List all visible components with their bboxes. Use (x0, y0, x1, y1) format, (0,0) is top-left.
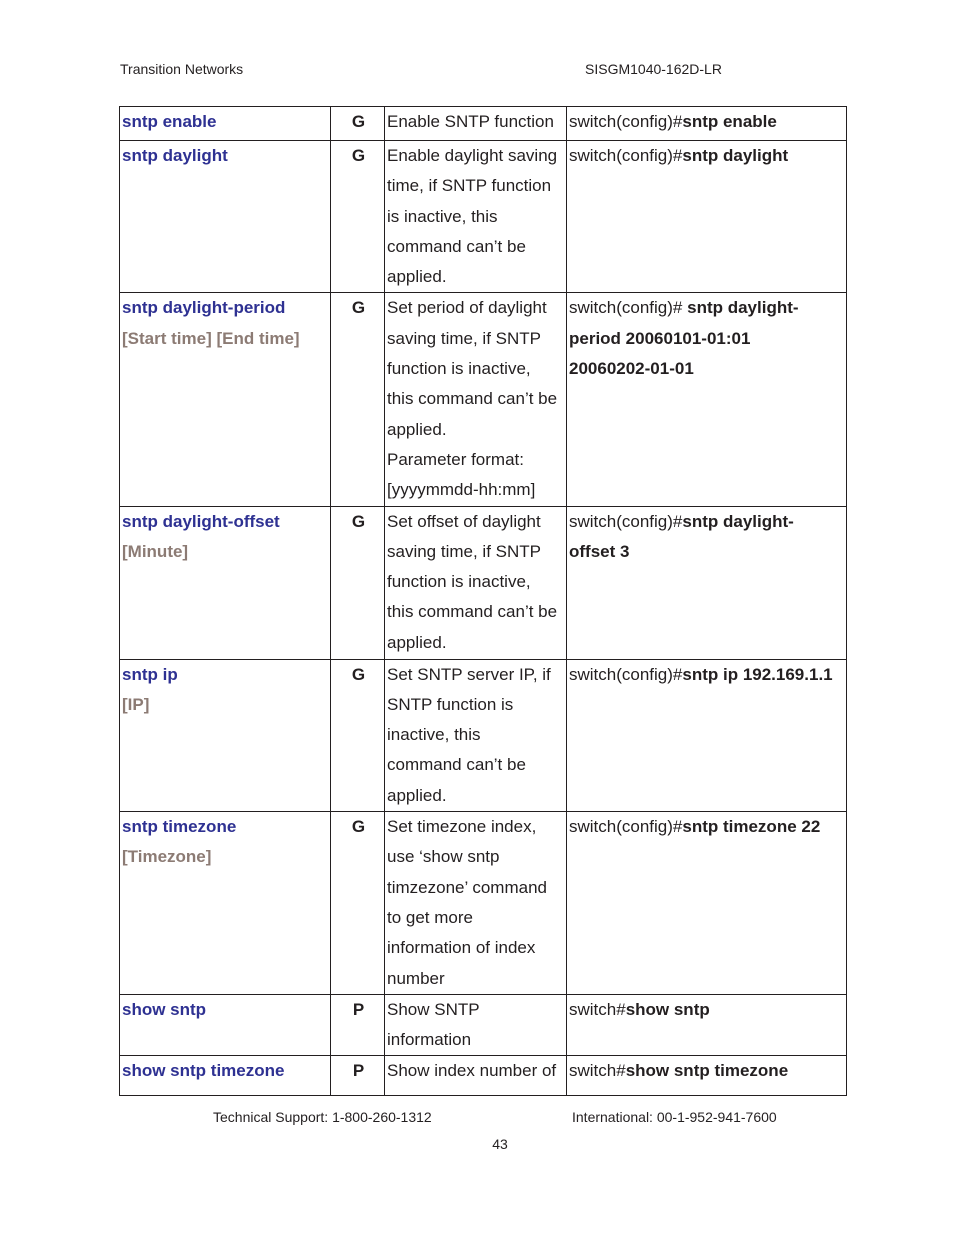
description-line: function is inactive, (387, 572, 531, 592)
command-name: show sntp (122, 999, 207, 1019)
description-line: saving time, if SNTP (387, 328, 541, 348)
table-row (120, 659, 847, 811)
command-cell (120, 506, 331, 659)
example-command: show sntp timezone (625, 1061, 789, 1081)
mode-cell: P (331, 1056, 385, 1096)
description-line: Parameter format: (387, 449, 524, 469)
example-cell (567, 994, 847, 1056)
example-prompt: switch# (569, 999, 626, 1019)
description-line: Show index number of (387, 1061, 557, 1081)
description-line: inactive, this (387, 725, 481, 745)
mode-cell: G (331, 659, 385, 811)
example-command: show sntp (625, 999, 710, 1019)
example-prompt: switch(config)# (569, 112, 683, 131)
command-parameter: [Timezone] (122, 847, 212, 867)
command-name: sntp ip (122, 664, 178, 684)
description-cell (385, 506, 567, 659)
table-row (120, 141, 847, 293)
page-number: 43 (492, 1136, 508, 1152)
example-command-line: offset 3 (569, 541, 630, 561)
example-prompt: switch# (569, 1061, 626, 1081)
footer-support: Technical Support: 1-800-260-1312 (213, 1109, 432, 1125)
command-cell (120, 812, 331, 995)
command-cell (120, 1056, 331, 1096)
table-row (120, 506, 847, 659)
description-line: saving time, if SNTP (387, 541, 541, 561)
description-line: applied. (387, 632, 447, 652)
example-prompt: switch(config)# (569, 817, 683, 837)
description-line: Set offset of daylight (387, 511, 541, 531)
description-line: Set SNTP server IP, if (387, 664, 551, 684)
description-line: information of index (387, 938, 536, 958)
table-row (120, 293, 847, 506)
description-cell (385, 141, 567, 293)
description-cell (385, 1056, 567, 1096)
description-line: number (387, 968, 445, 988)
table-row (120, 812, 847, 995)
mode-cell: P (331, 994, 385, 1056)
description-cell (385, 994, 567, 1056)
description-cell (385, 107, 567, 141)
example-command-line: 20060202-01-01 (569, 359, 694, 379)
command-table-body (120, 107, 847, 1096)
command-parameter: [Minute] (122, 541, 189, 561)
footer-international: International: 00-1-952-941-7600 (572, 1109, 777, 1125)
mode-cell: G (331, 107, 385, 141)
description-line: Set period of daylight (387, 298, 547, 318)
command-name: sntp daylight (122, 146, 228, 165)
mode-cell: G (331, 293, 385, 506)
example-prompt: switch(config)# (569, 664, 683, 684)
description-line: command can’t be (387, 755, 526, 775)
description-cell (385, 293, 567, 506)
command-name: sntp daylight-period (122, 298, 286, 318)
command-cell (120, 994, 331, 1056)
command-cell (120, 107, 331, 141)
command-cell (120, 293, 331, 506)
description-cell (385, 812, 567, 995)
example-command: sntp timezone 22 (682, 817, 821, 837)
command-name: sntp daylight-offset (122, 511, 280, 531)
command-cell (120, 141, 331, 293)
example-command-line: sntp daylight- (682, 511, 794, 531)
description-line: this command can’t be (387, 602, 558, 622)
description-line: SNTP function is (387, 694, 514, 714)
description-line: applied. (387, 267, 447, 287)
example-command-line: sntp daylight- (687, 298, 799, 318)
description-line: applied. (387, 785, 447, 805)
example-cell (567, 506, 847, 659)
command-parameter: [IP] (122, 694, 150, 714)
description-line: to get more (387, 907, 473, 927)
example-cell (567, 1056, 847, 1096)
command-name: sntp timezone (122, 817, 237, 837)
description-line: function is inactive, (387, 359, 531, 379)
command-name: show sntp timezone (122, 1061, 285, 1081)
example-cell (567, 812, 847, 995)
example-command-line: period 20060101-01:01 (569, 328, 751, 348)
description-line: command can’t be (387, 236, 526, 256)
description-line: applied. (387, 419, 447, 439)
command-table (119, 106, 847, 1096)
example-prompt: switch(config)# (569, 146, 683, 165)
description-line: timzezone’ command (387, 877, 547, 897)
example-prompt: switch(config)# (569, 511, 683, 531)
mode-cell: G (331, 141, 385, 293)
example-command: sntp daylight (682, 146, 789, 165)
table-row (120, 1056, 847, 1096)
mode-cell: G (331, 812, 385, 995)
description-line: Enable daylight saving (387, 146, 558, 165)
description-line: [yyyymmdd-hh:mm] (387, 480, 536, 500)
example-prompt: switch(config)# (569, 298, 688, 318)
header-model: SISGM1040-162D-LR (585, 61, 722, 77)
example-cell (567, 293, 847, 506)
header-company: Transition Networks (120, 61, 244, 77)
example-cell (567, 107, 847, 141)
mode-cell: G (331, 506, 385, 659)
example-cell (567, 141, 847, 293)
example-command: sntp ip 192.169.1.1 (682, 664, 833, 684)
description-line: this command can’t be (387, 389, 558, 409)
description-line: Enable SNTP function (387, 112, 554, 131)
example-command: sntp enable (682, 112, 777, 131)
command-parameter: [Start time] [End time] (122, 328, 300, 348)
table-row (120, 107, 847, 141)
description-line: use ‘show sntp (387, 847, 500, 867)
description-line: information (387, 1030, 472, 1050)
description-line: Set timezone index, (387, 817, 537, 837)
description-line: is inactive, this (387, 206, 498, 226)
description-cell (385, 659, 567, 811)
example-cell (567, 659, 847, 811)
command-cell (120, 659, 331, 811)
command-name: sntp enable (122, 112, 217, 131)
description-line: time, if SNTP function (387, 176, 552, 196)
table-row (120, 994, 847, 1056)
description-line: Show SNTP (387, 999, 480, 1019)
